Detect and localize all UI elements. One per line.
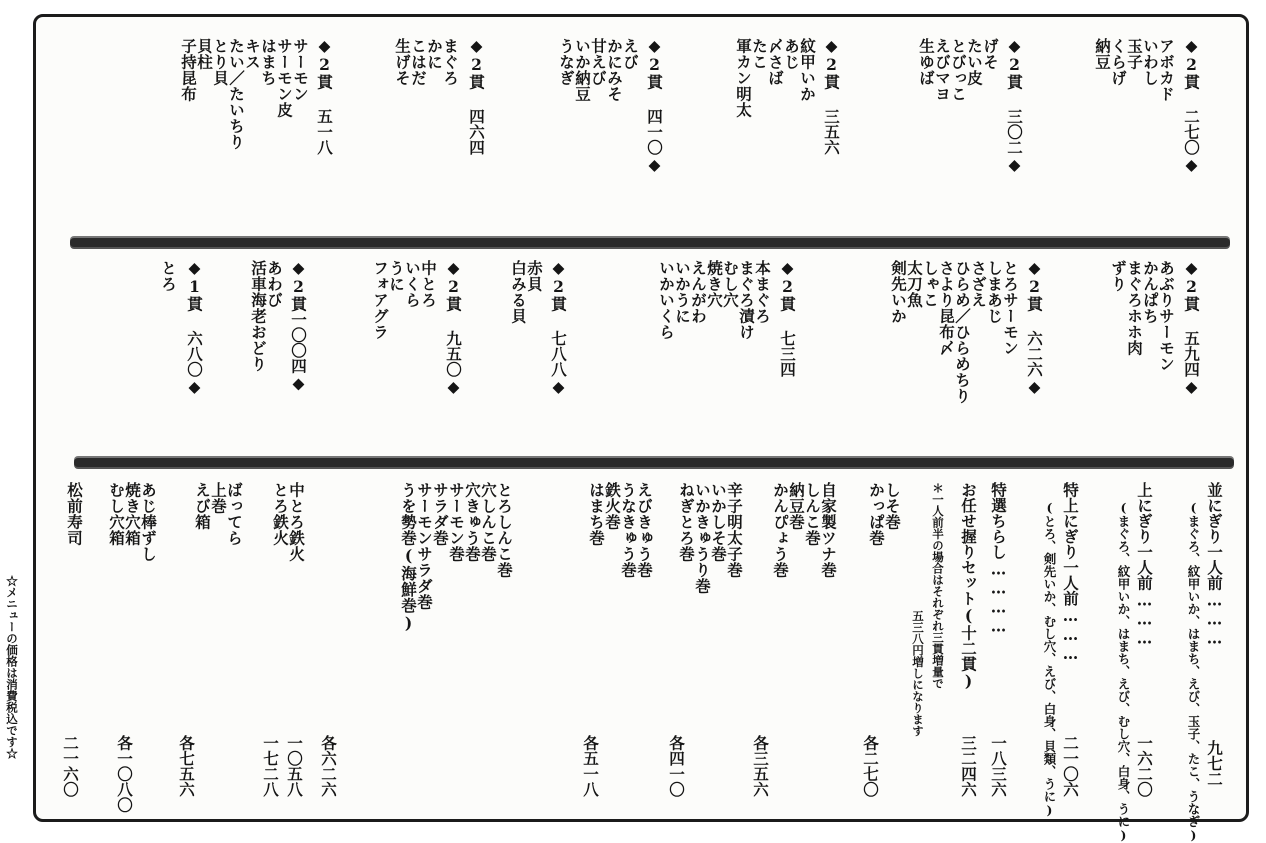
set-price: 一八三六 [989,735,1008,797]
set-note-detail: 五三八円増しになります [911,610,925,737]
menu-line: 甘えび [589,38,608,86]
menu-line: たい皮 [965,38,984,86]
roll-names [262,482,304,562]
set-name: お任せ握りセット(十二貫) [959,482,978,691]
roll-price: 二一六〇 [61,735,80,797]
menu-line: サラダ巻 [431,482,450,546]
menu-line: 白みる貝 [509,260,528,324]
menu-line: サーモンサラダ巻 [415,482,434,610]
group-header: ◆1貫 六八〇◆ [185,258,204,396]
menu-line: うなぎ [557,38,576,86]
menu-line: 焼き穴 [705,260,724,308]
menu-line: キス [243,38,262,70]
menu-line: むし穴 [721,260,740,308]
menu-line: いかしそ巻 [709,482,728,562]
menu-line: 穴きゅう巻 [463,482,482,562]
group-header: ◆2貫 四一〇◆ [645,36,664,174]
group-items [518,38,638,102]
menu-line: 中とろ鉄火 [287,482,306,562]
roll-price: 各六二六 [319,735,338,797]
menu-line: しまあじ [985,260,1004,324]
menu-line: 納豆巻 [787,482,806,530]
menu-line: 生ゆば [917,38,936,86]
group-header: ◆2貫 四六四 [467,36,486,155]
menu-line: 穴しんこ巻 [479,482,498,562]
menu-line: とろ [159,260,178,292]
menu-line: ばってら [225,482,244,546]
set-price: 九七二 [1205,740,1224,787]
group-header: ◆2貫 五一八 [315,36,334,155]
set-name: 特選ちらし………… [989,482,1008,636]
roll-names [748,482,836,578]
roll-names [564,482,652,578]
menu-line: 生げそ [393,38,412,86]
separator-bottom [74,458,1234,467]
menu-line: はまち巻 [587,482,606,546]
group-items [236,260,282,372]
roll-price: 各四一〇 [667,735,686,797]
tax-footnote: ☆メニューの価格は消費税込です☆ [5,575,19,759]
group-items [870,38,998,102]
menu-line: 焼き穴箱 [123,482,142,546]
group-header: ◆2貫 九五〇◆ [444,258,463,396]
menu-line: まぐろ [441,38,460,86]
menu-line: あぶりサーモン [1157,260,1176,372]
menu-line: 剣先いか [889,260,908,324]
menu-line: 太刀魚 [905,260,924,308]
menu-line: 〆さば [766,38,785,86]
roll-names [858,482,900,546]
group-header: ◆2貫 三〇二◆ [1005,36,1024,174]
menu-line: サーモン巻 [447,482,466,562]
menu-line: かに [425,38,444,70]
menu-line: とびっこ [949,38,968,102]
menu-line: げそ [981,38,1000,70]
menu-line: いかうに [673,260,692,324]
menu-line: えんがわ [689,260,708,324]
menu-line: フォアグラ [371,260,390,340]
group-items [697,38,815,118]
group-items [598,260,770,340]
menu-line: 納豆 [1093,38,1112,70]
menu-line: 赤貝 [525,260,544,292]
menu-line: 軍カン明太 [734,38,753,118]
group-header: ◆2貫一〇〇四◆ [289,258,308,393]
group-items [342,260,436,340]
menu-line: くらげ [1109,38,1128,86]
roll-names [654,482,742,594]
separator-top [70,238,1230,247]
menu-line: とろサーモン [1001,260,1020,356]
menu-line: ねぎとろ巻 [677,482,696,562]
roll-price: 各二七〇 [861,735,880,797]
set-price: 二一〇六 [1061,735,1080,797]
menu-line: かんぴょう巻 [771,482,790,578]
group-items [1062,38,1174,102]
group-items [358,38,458,86]
set-price: 三二四六 [959,735,978,797]
menu-line: いか納豆 [573,38,592,102]
menu-line: うに [387,260,406,292]
menu-line: いわし [1141,38,1160,86]
menu-line: しゃこ [921,260,940,308]
group-header: ◆2貫 三五六 [822,36,841,155]
menu-line: 子持昆布 [179,38,198,102]
roll-names [178,482,242,546]
menu-line: しんこ巻 [803,482,822,546]
menu-line: うなきゅう巻 [619,482,638,578]
group-items [496,260,542,324]
menu-line: 自家製ツナ巻 [819,482,838,578]
menu-line: あじ棒ずし [139,482,158,562]
menu-line: たい／たいちり [227,38,246,150]
menu-line: たこ [750,38,769,70]
roll-price: 一七二八 [261,735,280,797]
menu-line: 活車海老おどり [249,260,268,372]
set-note: ＊一人前半の場合はそれぞれ三貫増量で [931,482,945,689]
menu-line: はまち [259,38,278,86]
menu-line: 上巻 [209,482,228,514]
roll-names [346,482,512,633]
group-items [1084,260,1174,372]
menu-line: さより昆布〆 [937,260,956,356]
menu-line: 本まぐろ [753,260,772,324]
roll-names [92,482,156,562]
set-detail: (まぐろ、紋甲いか、はまち、えび、玉子、たこ、うなぎ) [1186,500,1201,843]
group-items [154,260,176,292]
menu-line: あわび [265,260,284,308]
menu-line: かにみそ [605,38,624,102]
menu-line: サーモン [291,38,310,102]
roll-price: 各三五六 [751,735,770,797]
set-detail: (とろ、剣先いか、むし穴、えび、白身、貝類、うに) [1042,500,1057,818]
menu-line: しそ巻 [883,482,902,530]
set-price: 一六二〇 [1135,735,1154,797]
menu-line: えびきゅう巻 [635,482,654,578]
menu-line: サーモン皮 [275,38,294,118]
menu-line: ひらめ／ひらめちり [953,260,972,404]
set-name: 特上にぎり一人前……… [1061,482,1080,663]
menu-line: 玉子 [1125,38,1144,70]
menu-line: かんぱち [1141,260,1160,324]
menu-line: とり貝 [211,38,230,86]
menu-line: いかいくら [657,260,676,340]
menu-line: 中とろ [419,260,438,308]
roll-price: 一〇五八 [285,735,304,797]
menu-line: うを勢巻(海鮮巻) [399,482,418,633]
group-header: ◆2貫 七八八◆ [549,258,568,396]
roll-price: 各七五六 [177,735,196,797]
menu-line: 松前寿司 [65,482,84,546]
menu-line: 辛子明太子巻 [725,482,744,578]
menu-line: アボカド [1157,38,1176,102]
group-header: ◆2貫 五九四◆ [1182,258,1201,396]
menu-line: まぐろ漬け [737,260,756,340]
roll-names [60,482,82,546]
group-header: ◆2貫 七三四 [778,258,797,377]
roll-price: 各一〇八〇 [115,735,134,813]
menu-line: あじ [782,38,801,70]
group-items [820,260,1018,404]
menu-line: 鉄火巻 [603,482,622,530]
menu-line: いくら [403,260,422,308]
menu-line: さざえ [969,260,988,308]
menu-line: むし穴箱 [107,482,126,546]
menu-line: こはだ [409,38,428,86]
set-detail: (まぐろ、紋甲いか、はまち、えび、むし穴、白身、うに) [1116,500,1131,843]
set-name: 上にぎり一人前……… [1135,482,1154,648]
menu-line: とろ鉄火 [271,482,290,546]
roll-price: 各五一八 [581,735,600,797]
menu-line: いかきゅうり巻 [693,482,712,594]
group-header: ◆2貫 六二六◆ [1025,258,1044,396]
menu-line: 紋甲いか [798,38,817,102]
menu-line: ずり [1109,260,1128,292]
group-items [110,38,308,150]
menu-line: えび [621,38,640,70]
menu-line: まぐろホホ肉 [1125,260,1144,356]
menu-line: とろしんこ巻 [495,482,514,578]
group-header: ◆2貫 二七〇◆ [1182,36,1201,174]
menu-line: えびマヨ [933,38,952,102]
menu-line: えび箱 [193,482,212,530]
menu-line: かっぱ巻 [867,482,886,546]
menu-line: 貝柱 [195,38,214,70]
set-name: 並にぎり一人前……… [1205,482,1224,648]
